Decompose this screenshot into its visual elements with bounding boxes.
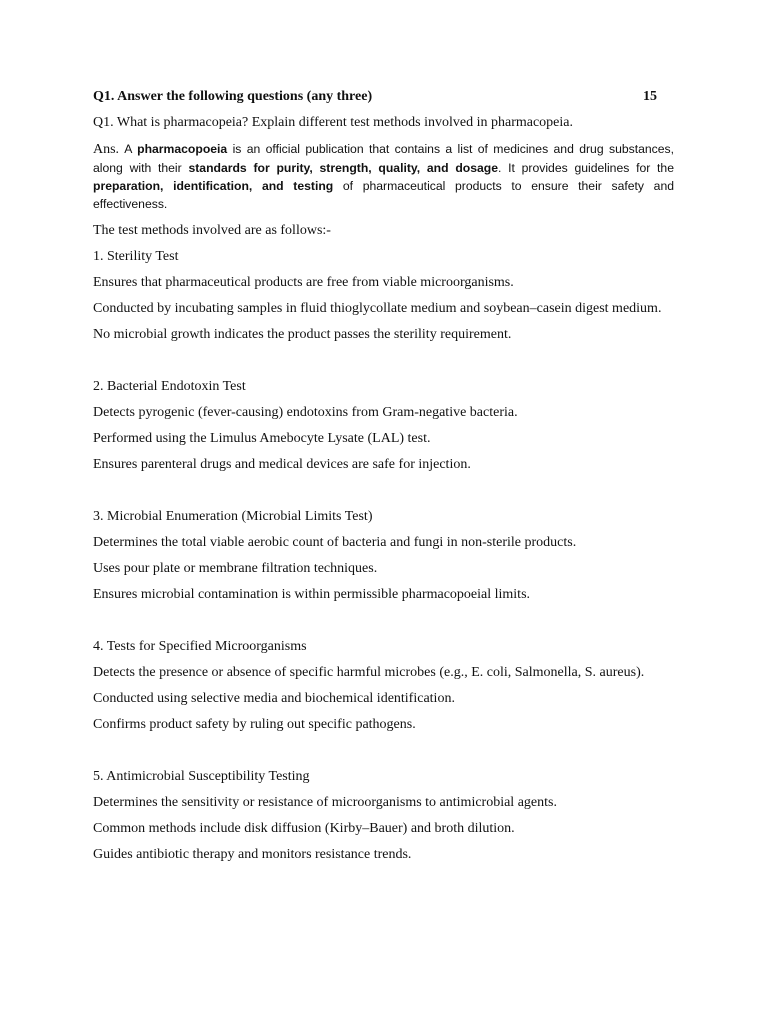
section-point: Detects the presence or absence of specific harmful microbes (e.g., E. coli, Salmonella, S. aureus). [93, 665, 645, 680]
answer-text-3: . It provides guidelines for the [497, 161, 674, 175]
answer-bold-3: preparation, identification, and testing [93, 179, 334, 193]
section-point: Conducted by incubating samples in fluid thioglycollate medium and soybean–casein digest medium. [93, 301, 662, 316]
section-bacterial-endotoxin-test [93, 378, 674, 473]
section-title: 1. Sterility Test [93, 249, 179, 264]
section-point: Uses pour plate or membrane filtration techniques. [93, 561, 378, 576]
section-point: Ensures parenteral drugs and medical devices are safe for injection. [93, 457, 471, 472]
section-point: Common methods include disk diffusion (Kirby–Bauer) and broth dilution. [93, 821, 515, 836]
header-title: Q1. Answer the following questions (any three) [93, 89, 373, 104]
section-title: 3. Microbial Enumeration (Microbial Limits Test) [93, 509, 373, 524]
section-spacer [93, 352, 674, 378]
header-marks: 15 [643, 89, 657, 104]
section-point: Ensures microbial contamination is within permissible pharmacopoeial limits. [93, 587, 531, 602]
answer-text-4: of pharmaceutical products to ensure their safety and effectiveness. [93, 179, 674, 211]
section-point: Determines the sensitivity or resistance of microorganisms to antimicrobial agents. [93, 795, 557, 810]
section-point: No microbial growth indicates the product passes the sterility requirement. [93, 327, 512, 342]
intro-text: The test methods involved are as follows:- [93, 223, 331, 238]
section-microbial-enumeration [93, 508, 674, 603]
section-point: Confirms product safety by ruling out specific pathogens. [93, 717, 416, 732]
section-point: Determines the total viable aerobic count of bacteria and fungi in non-sterile products. [93, 535, 577, 550]
section-antimicrobial-susceptibility [93, 768, 674, 863]
section-title: 5. Antimicrobial Susceptibility Testing [93, 769, 310, 784]
section-specified-microorganisms [93, 638, 674, 733]
section-spacer [93, 742, 674, 768]
question-header [93, 88, 674, 105]
section-point: Conducted using selective media and biochemical identification. [93, 691, 455, 706]
answer-paragraph [93, 140, 674, 213]
answer-bold-1: pharmacopoeia [137, 142, 228, 156]
section-point: Guides antibiotic therapy and monitors resistance trends. [93, 847, 412, 862]
answer-prefix: Ans. [93, 142, 120, 157]
answer-text-1: A [124, 142, 132, 156]
section-title: 4. Tests for Specified Microorganisms [93, 639, 307, 654]
answer-text-2: is an official publication that contains a list of medicines and drug substances, along with their [93, 142, 675, 175]
section-point: Detects pyrogenic (fever-causing) endotoxins from Gram-negative bacteria. [93, 405, 518, 420]
section-point: Performed using the Limulus Amebocyte Lysate (LAL) test. [93, 431, 431, 446]
section-title: 2. Bacterial Endotoxin Test [93, 379, 246, 394]
answer-bold-2: standards for purity, strength, quality, and dosage [188, 161, 498, 175]
section-spacer [93, 612, 674, 638]
section-spacer [93, 482, 674, 508]
section-point: Ensures that pharmaceutical products are free from viable microorganisms. [93, 275, 514, 290]
section-sterility-test [93, 248, 674, 343]
question-text: Q1. What is pharmacopeia? Explain different test methods involved in pharmacopeia. [93, 115, 573, 130]
